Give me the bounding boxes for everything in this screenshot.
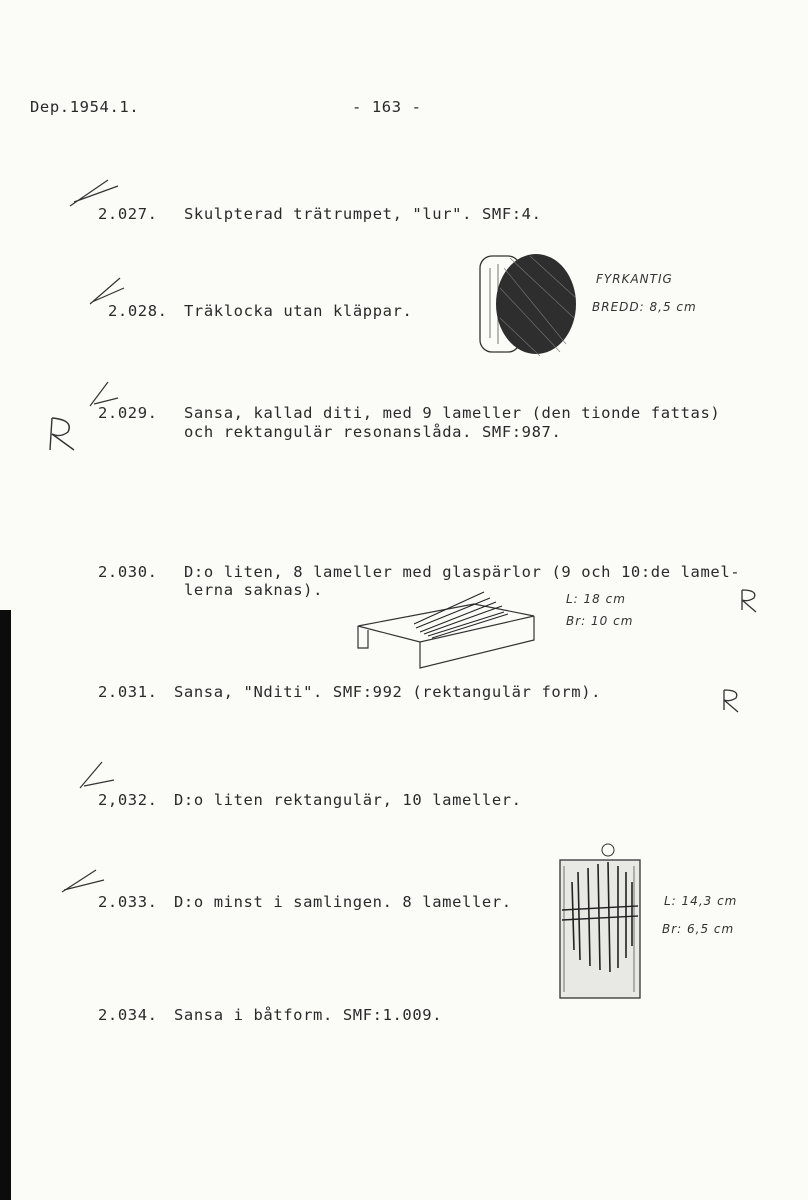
entry-number: 2.031. xyxy=(98,683,158,701)
entry-description: D:o minst i samlingen. 8 lameller. xyxy=(174,893,512,911)
entry-description: D:o liten rektangulär, 10 lameller. xyxy=(174,791,522,809)
entry-description: Träklocka utan kläppar. xyxy=(184,302,413,320)
entry-number: 2.029. xyxy=(98,404,158,422)
handwritten-note: Br: 6,5 cm xyxy=(662,922,735,936)
entry-description: lerna saknas). xyxy=(184,581,324,599)
entry-description: D:o liten, 8 lameller med glaspärlor (9 och 10:de lamel- xyxy=(184,563,741,581)
small-sansa-sketch xyxy=(556,842,646,1002)
entry-number: 2.033. xyxy=(98,893,158,911)
handwritten-note: BREDD: 8,5 cm xyxy=(592,300,697,314)
entry-number: 2,032. xyxy=(98,791,158,809)
r-mark-icon xyxy=(718,686,748,716)
scan-edge-bar xyxy=(0,610,11,1200)
r-mark-icon xyxy=(736,586,766,616)
entry-number: 2.027. xyxy=(98,205,158,223)
entry-number: 2.034. xyxy=(98,1006,158,1024)
r-mark-icon xyxy=(44,414,84,454)
handwritten-note: L: 18 cm xyxy=(566,592,626,606)
handwritten-note: L: 14,3 cm xyxy=(664,894,738,908)
entry-number: 2.028. xyxy=(108,302,168,320)
document-reference: Dep.1954.1. xyxy=(30,98,140,116)
page-number: - 163 - xyxy=(352,98,422,116)
handwritten-note: Br: 10 cm xyxy=(566,614,634,628)
entry-number: 2.030. xyxy=(98,563,158,581)
entry-description: Sansa, kallad diti, med 9 lameller (den tionde fattas) xyxy=(184,404,721,422)
sansa-sketch xyxy=(354,584,544,664)
entry-description: Skulpterad trätrumpet, "lur". SMF:4. xyxy=(184,205,542,223)
wooden-bell-sketch xyxy=(470,248,580,358)
entry-description: Sansa, "Nditi". SMF:992 (rektangulär form). xyxy=(174,683,602,701)
entry-description: och rektangulär resonanslåda. SMF:987. xyxy=(184,423,562,441)
entry-description: Sansa i båtform. SMF:1.009. xyxy=(174,1006,443,1024)
handwritten-note: FYRKANTIG xyxy=(596,272,673,286)
